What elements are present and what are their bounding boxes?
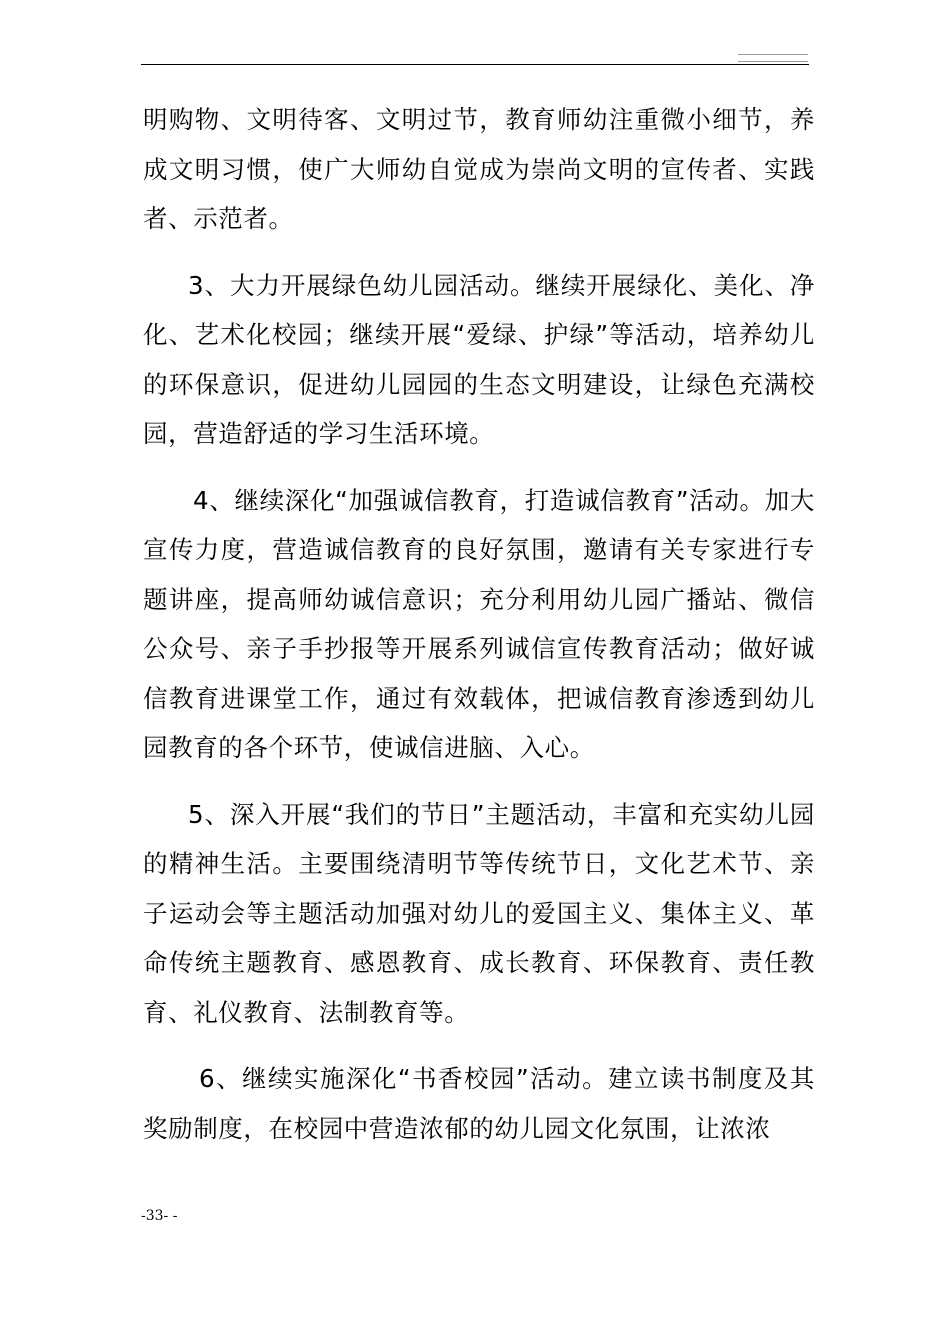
header-decoration	[738, 54, 808, 62]
paragraph-item-5: 5、深入开展“我们的节日”主题活动，丰富和充实幼儿园的精神生活。主要围绕清明节等传统节日，文化艺术节、亲子运动会等主题活动加强对幼儿的爱国主义、集体主义、革命传统主题教育、感恩教育、成长教育、环保教育、责任教育、礼仪教育、法制教育等。	[143, 799, 815, 1027]
document-body	[143, 95, 815, 1153]
paragraph-item-6: 6、继续实施深化“书香校园”活动。建立读书制度及其奖励制度，在校园中营造浓郁的幼儿园文化氛围，让浓浓	[143, 1064, 815, 1143]
header-rule	[141, 64, 809, 65]
paragraph-item-3: 3、大力开展绿色幼儿园活动。继续开展绿化、美化、净化、艺术化校园；继续开展“爱绿、护绿”等活动，培养幼儿的环保意识，促进幼儿园园的生态文明建设，让绿色充满校园，营造舒适的学习生活环境。	[143, 270, 815, 448]
paragraph-continuation: 明购物、文明待客、文明过节，教育师幼注重微小细节，养成文明习惯，使广大师幼自觉成为崇尚文明的宣传者、实践者、示范者。	[143, 105, 815, 233]
page-number: -33- -	[141, 1208, 178, 1224]
paragraph-item-4: 4、继续深化“加强诚信教育，打造诚信教育”活动。加大宣传力度，营造诚信教育的良好氛围，邀请有关专家进行专题讲座，提高师幼诚信意识；充分利用幼儿园广播站、微信公众号、亲子手抄报等开展系列诚信宣传教育活动；做好诚信教育进课堂工作，通过有效载体，把诚信教育渗透到幼儿园教育的各个环节，使诚信进脑、入心。	[143, 485, 815, 762]
